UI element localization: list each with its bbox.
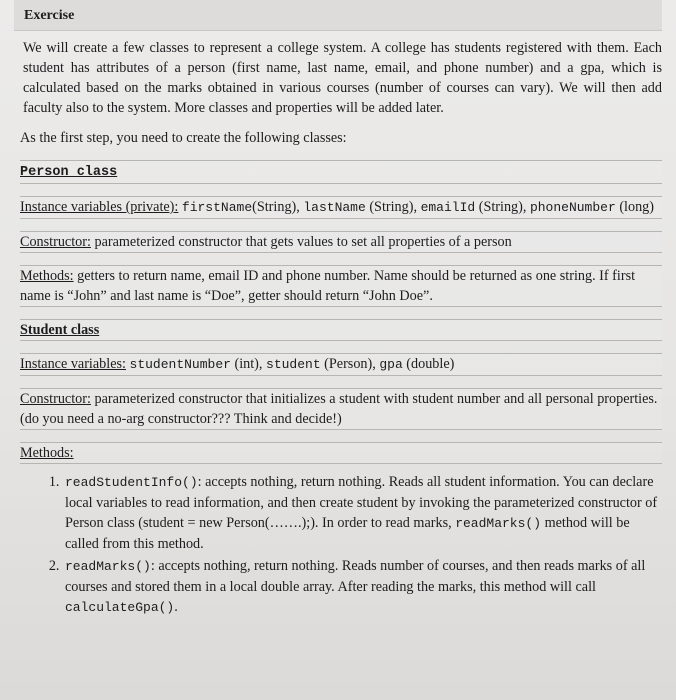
method-description-end: method will be called from this method. <box>65 515 630 552</box>
person-instance-variables <box>20 196 662 219</box>
intro-paragraph: We will create a few classes to represent a college system. A college has students registered with them. Each student has attributes of a person (first name, last name, email, and phone number) and a gpa, which is calculated based on the marks obtained in various courses (number of courses can vary). We will then add faculty also to the system. More classes and properties will be added later. <box>23 40 662 116</box>
person-iv-type: (long) <box>615 199 655 215</box>
person-iv-label: Instance variables (private): <box>20 199 179 215</box>
person-ctor-text: parameterized constructor that gets values to set all properties of a person <box>90 234 512 250</box>
person-iv-name: emailId <box>420 200 476 215</box>
method-code: calculateGpa() <box>65 600 175 615</box>
person-methods-label: Methods: <box>20 268 74 284</box>
person-iv-name: firstName <box>181 200 253 215</box>
exercise-title: Exercise <box>24 8 75 23</box>
student-instance-variables <box>20 353 662 376</box>
person-class-heading: Person class <box>20 165 118 180</box>
method-description: : accepts nothing, return nothing. Reads all student information. You can declare local variables to read information, and then create student by invoking the parameterized constructor of Person class (student = new Person(…….);). In order to read marks, <box>65 474 658 531</box>
method-code: readMarks() <box>455 516 542 531</box>
exercise-content <box>20 34 662 620</box>
student-methods-list <box>20 472 662 618</box>
student-iv-name: studentNumber <box>129 357 231 372</box>
student-ctor-text: parameterized constructor that initializes a student with student number and all personal properties. (do you need a no-arg constructor??? Think and decide!) <box>20 391 658 427</box>
person-iv-type: (String), <box>475 199 530 215</box>
student-ctor-label: Constructor: <box>20 391 91 407</box>
student-methods-label: Methods: <box>20 445 74 461</box>
student-iv-type: (double) <box>402 356 455 372</box>
person-iv-type: (String), <box>252 199 304 215</box>
method-read-marks <box>63 556 662 618</box>
method-description-end: . <box>174 599 178 615</box>
first-step-text: As the first step, you need to create the following classes: <box>20 130 347 146</box>
student-iv-label: Instance variables: <box>20 356 126 372</box>
student-constructor <box>20 388 662 430</box>
person-constructor <box>20 231 662 253</box>
student-iv-type: (int), <box>230 356 267 372</box>
person-ctor-label: Constructor: <box>20 234 91 250</box>
student-methods-heading <box>20 442 662 464</box>
student-class-heading: Student class <box>20 322 100 338</box>
student-iv-type: (Person), <box>320 356 380 372</box>
method-name: readStudentInfo() <box>65 475 198 490</box>
person-iv-name: phoneNumber <box>529 200 616 215</box>
method-read-student-info <box>63 472 662 554</box>
person-methods-text: getters to return name, email ID and phone number. Name should be returned as one string. If first name is “John” and last name is “Doe”, getter should return “John Doe”. <box>20 268 636 304</box>
method-description: : accepts nothing, return nothing. Reads number of courses, and then reads marks of all courses and stored them in a local double array. After reading the marks, this method will call <box>65 558 646 595</box>
student-iv-name: gpa <box>379 357 403 372</box>
method-name: readMarks() <box>65 559 151 574</box>
person-iv-type: (String), <box>365 199 421 215</box>
person-iv-name: lastName <box>303 200 366 215</box>
person-methods <box>20 265 662 307</box>
person-class-heading-box <box>20 160 662 184</box>
student-iv-name: student <box>266 357 321 372</box>
student-class-heading-box <box>20 319 662 341</box>
exercise-header <box>14 0 662 31</box>
